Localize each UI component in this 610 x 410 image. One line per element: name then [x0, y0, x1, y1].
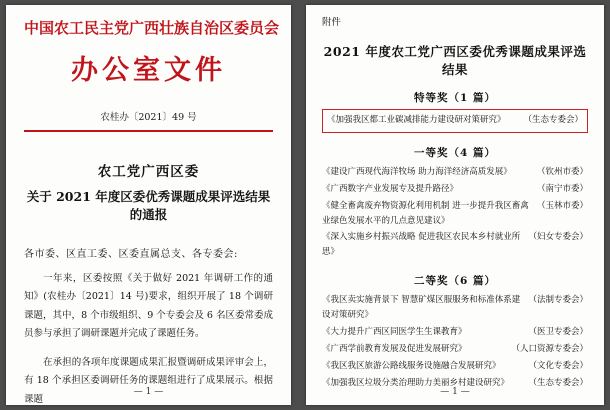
- body-paragraph-2: 在承担的各项年度课题成果汇报暨调研成果评审会上，有 18 个承担区委调研任务的课题组进行了成果展示。根据课题: [24, 356, 273, 405]
- award-heading: 一等奖（4 篇）: [414, 146, 496, 159]
- notice-title-block: [24, 160, 273, 223]
- body-paragraph-1: 一年来，区委按照《关于做好 2021 年调研工作的通知》(农桂办〔2021〕14 号)要求，组织开展了 18 个调研课题，其中，8 个市级组织、9 个专委会及 6 名区委常委成员参与承担了调研课题并完成了课题任务。: [24, 272, 273, 340]
- red-divider-rule: [24, 130, 273, 132]
- entry-title: 《广西数字产业发展专及提升路径》: [322, 183, 459, 194]
- page-number-right: — 1 —: [440, 387, 470, 397]
- entry-unit: （文化专委会）: [528, 360, 588, 371]
- list-item: [322, 292, 588, 324]
- entry-unit: （妇女专委会）: [528, 232, 588, 243]
- entry-unit: （南宁市委）: [536, 183, 588, 194]
- document-number: 农桂办〔2021〕49 号: [100, 111, 197, 123]
- list-item: [322, 324, 588, 341]
- award-heading: 二等奖（6 篇）: [414, 275, 496, 288]
- list-item: [322, 164, 588, 181]
- notice-title-line1: 农工党广西区委: [97, 163, 200, 180]
- entry-title: 《我区卖实施背景下 智慧矿煤区服服务和标准体系建设对策研究》: [322, 295, 521, 320]
- document-page-right: [306, 5, 604, 405]
- page-number-left: — 1 —: [133, 387, 164, 397]
- entry-unit: （玉林市委）: [536, 200, 588, 211]
- entry-title: 《加强我区都工业碳减排能力建设研对策研究》: [327, 115, 506, 125]
- notice-title-line2: 关于 2021 年度区委优秀课题成果评选结果的通报: [26, 188, 271, 222]
- entry-title: 《健全畜禽废弃物资源化利用机制 进一步提升我区畜禽业绿色发展水平的几点意见建议》: [322, 200, 529, 226]
- entry-unit: （生态专委会）: [523, 115, 583, 125]
- entry-unit: （生态专委会）: [528, 377, 588, 388]
- award-group-special: [322, 90, 588, 133]
- list-item: [322, 341, 588, 358]
- salutation-text: 各市委、区直工委、区委直属总支、各专委会:: [24, 248, 238, 260]
- attachment-title: 2021 年度农工党广西区委优秀课题成果评选结果: [323, 44, 587, 77]
- organization-title: 中国农工民主党广西壮族自治区委员会: [24, 19, 280, 37]
- list-item: [322, 229, 588, 261]
- office-document-title: 办公室文件: [71, 54, 226, 86]
- list-item: [327, 112, 583, 129]
- document-page-left: [6, 5, 291, 405]
- award-group-first: [322, 145, 588, 261]
- entry-unit: （医卫专委会）: [528, 326, 588, 337]
- award-group-second: [322, 273, 588, 391]
- entry-title: 《深入实施乡村振兴战略 促进我区农民本乡村就业所思》: [322, 232, 521, 258]
- entry-title: 《建设广西现代海洋牧场 助力海洋经济高质发展》: [322, 166, 512, 177]
- entry-title: 《大力提升广西区同医学生生课教育》: [322, 326, 467, 337]
- attachment-label: 附件: [322, 17, 342, 28]
- award-heading: 特等奖（1 篇）: [414, 92, 496, 104]
- entry-title: 《我区我区旅游公路线服务设施融合发展研究》: [322, 360, 501, 371]
- highlight-box: [322, 109, 588, 133]
- entry-unit: （钦州市委）: [536, 166, 588, 177]
- list-item: [322, 358, 588, 375]
- list-item: [322, 181, 588, 198]
- entry-unit: （法制专委会）: [528, 295, 588, 306]
- entry-unit: （人口资源专委会）: [511, 343, 588, 354]
- entry-title: 《广西学前教育发展及促进发展研究》: [322, 343, 467, 354]
- list-item: [322, 198, 588, 230]
- entry-title: 《加强我区垃圾分类治理助力美丽乡村建设研究》: [322, 377, 510, 388]
